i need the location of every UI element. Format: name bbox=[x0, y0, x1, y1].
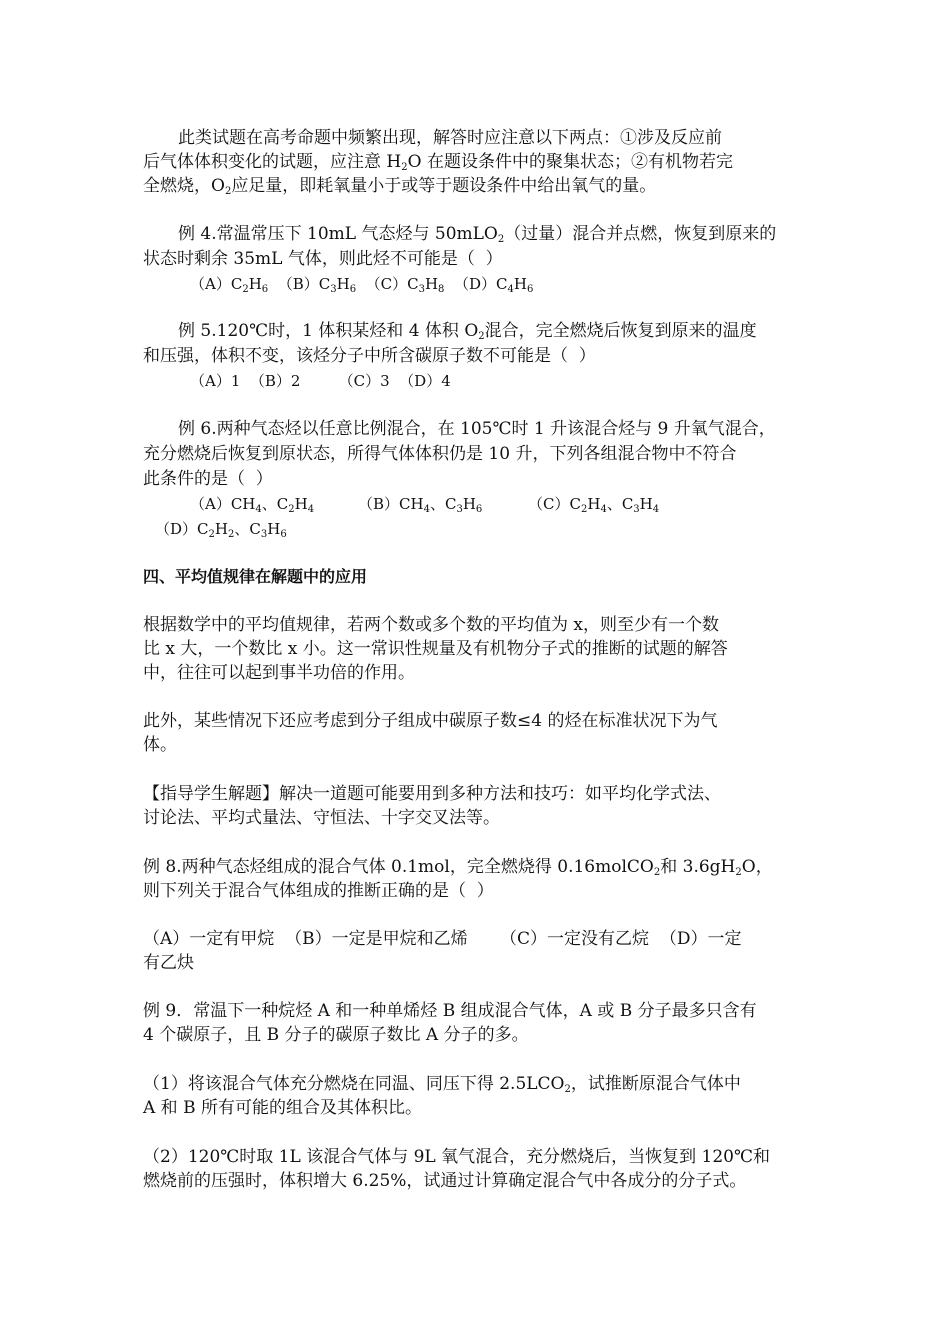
example-8-line-1: 例 8.两种气态烃组成的混合气体 0.1mol，完全燃烧得 0.16molCO$_2$和 $3.6gH_2O$， bbox=[143, 857, 773, 878]
intro-line-3: 全燃烧，$O_2$应足量，即耗氧量小于或等于题设条件中给出氧气的量。 bbox=[143, 176, 657, 197]
example-6-line-1: 例 6.两种气态烃以任意比例混合，在 105℃时 1 升该混合烃与 9 升氧气混合， bbox=[178, 419, 776, 439]
section-para-2-line-2: 体。 bbox=[143, 735, 177, 755]
example-4-line-2: 状态时剩余 35mL 气体，则此烃不可能是（ ） bbox=[143, 249, 503, 269]
example-9-q2-line-2: 燃烧前的压强时，体积增大 6.25%，试通过计算确定混合气中各成分的分子式。 bbox=[143, 1171, 747, 1191]
example-6-option-a: $(A)CH_4$、$C_2H_4$ bbox=[190, 495, 315, 515]
example-5-line-2: 和压强，体积不变，该烃分子中所含碳原子数不可能是（ ） bbox=[143, 346, 596, 366]
section-para-1-line-2: 比 x 大，一个数比 x 小。这一常识性规量及有机物分子式的推断的试题的解答 bbox=[143, 639, 728, 659]
example-6-line-2: 充分燃烧后恢复到原状态，所得气体体积仍是 10 升，下列各组混合物中不符合 bbox=[143, 444, 737, 464]
example-9-line-2: 4 个碳原子，且 B 分子的碳原子数比 A 分子的多。 bbox=[143, 1025, 529, 1045]
example-9-q1-line-2: A 和 B 所有可能的组合及其体积比。 bbox=[143, 1098, 422, 1118]
section-heading: 四、平均值规律在解题中的应用 bbox=[143, 567, 368, 586]
example-6-line-3: 此条件的是（ ） bbox=[143, 469, 273, 489]
intro-line-1: 此类试题在高考命题中频繁出现，解答时应注意以下两点：①涉及反应前 bbox=[178, 128, 722, 148]
example-9-q1-line-1: （1）将该混合气体充分燃烧在同温、同压下得 $2.5LCO_2$，试推断原混合气体中 bbox=[143, 1074, 741, 1095]
section-para-2-line-1: 此外，某些情况下还应考虑到分子组成中碳原子数≤4 的烃在标准状况下为气 bbox=[143, 711, 718, 731]
example-4-line-1: 例 4.常温常压下 10mL 气态烃与 50mLO$_2$（过量）混合并点燃，恢复到原来的 bbox=[178, 224, 777, 245]
section-para-3-line-1: 【指导学生解题】解决一道题可能要用到多种方法和技巧：如平均化学式法、 bbox=[143, 784, 721, 804]
example-8-options-line-2: 有乙炔 bbox=[143, 953, 194, 973]
example-4-options: $(A)C_2H_6$ $(B)C_3H_6$ $(C)C_3H_8$ $(D)C_4H_6$ bbox=[190, 275, 534, 295]
example-8-options-line-1: （A）一定有甲烷 （B）一定是甲烷和乙烯 （C）一定没有乙烷 （D）一定 bbox=[143, 929, 742, 949]
example-9-line-1: 例 9．常温下一种烷烃 A 和一种单烯烃 B 组成混合气体，A 或 B 分子最多只含有 bbox=[143, 1001, 757, 1021]
example-5-line-1: 例 5.120℃时，1 体积某烃和 4 体积 $O_2$混合，完全燃烧后恢复到原来的温度 bbox=[178, 321, 757, 342]
section-para-1-line-3: 中，往往可以起到事半功倍的作用。 bbox=[143, 663, 415, 683]
example-6-option-d: $(D)C_2H_2$、$C_3H_6$ bbox=[155, 520, 287, 540]
example-5-options: （A）1 （B）2 （C）3 （D）4 bbox=[190, 372, 451, 390]
example-6-option-b: $(B)CH_4$、$C_3H_6$ bbox=[358, 495, 483, 515]
intro-line-2: 后气体体积变化的试题，应注意 $H_2O$ 在题设条件中的聚集状态；②有机物若完 bbox=[143, 152, 733, 173]
section-para-1-line-1: 根据数学中的平均值规律，若两个数或多个数的平均值为 x，则至少有一个数 bbox=[143, 615, 719, 635]
example-9-q2-line-1: （2）120℃时取 1L 该混合气体与 9L 氧气混合，充分燃烧后，当恢复到 120℃和 bbox=[143, 1147, 770, 1167]
section-para-3-line-2: 讨论法、平均式量法、守恒法、十字交叉法等。 bbox=[143, 808, 500, 828]
example-8-line-2: 则下列关于混合气体组成的推断正确的是（ ） bbox=[143, 881, 494, 901]
example-6-option-c: $(C)C_2H_4$、$C_3H_4$ bbox=[528, 495, 660, 515]
